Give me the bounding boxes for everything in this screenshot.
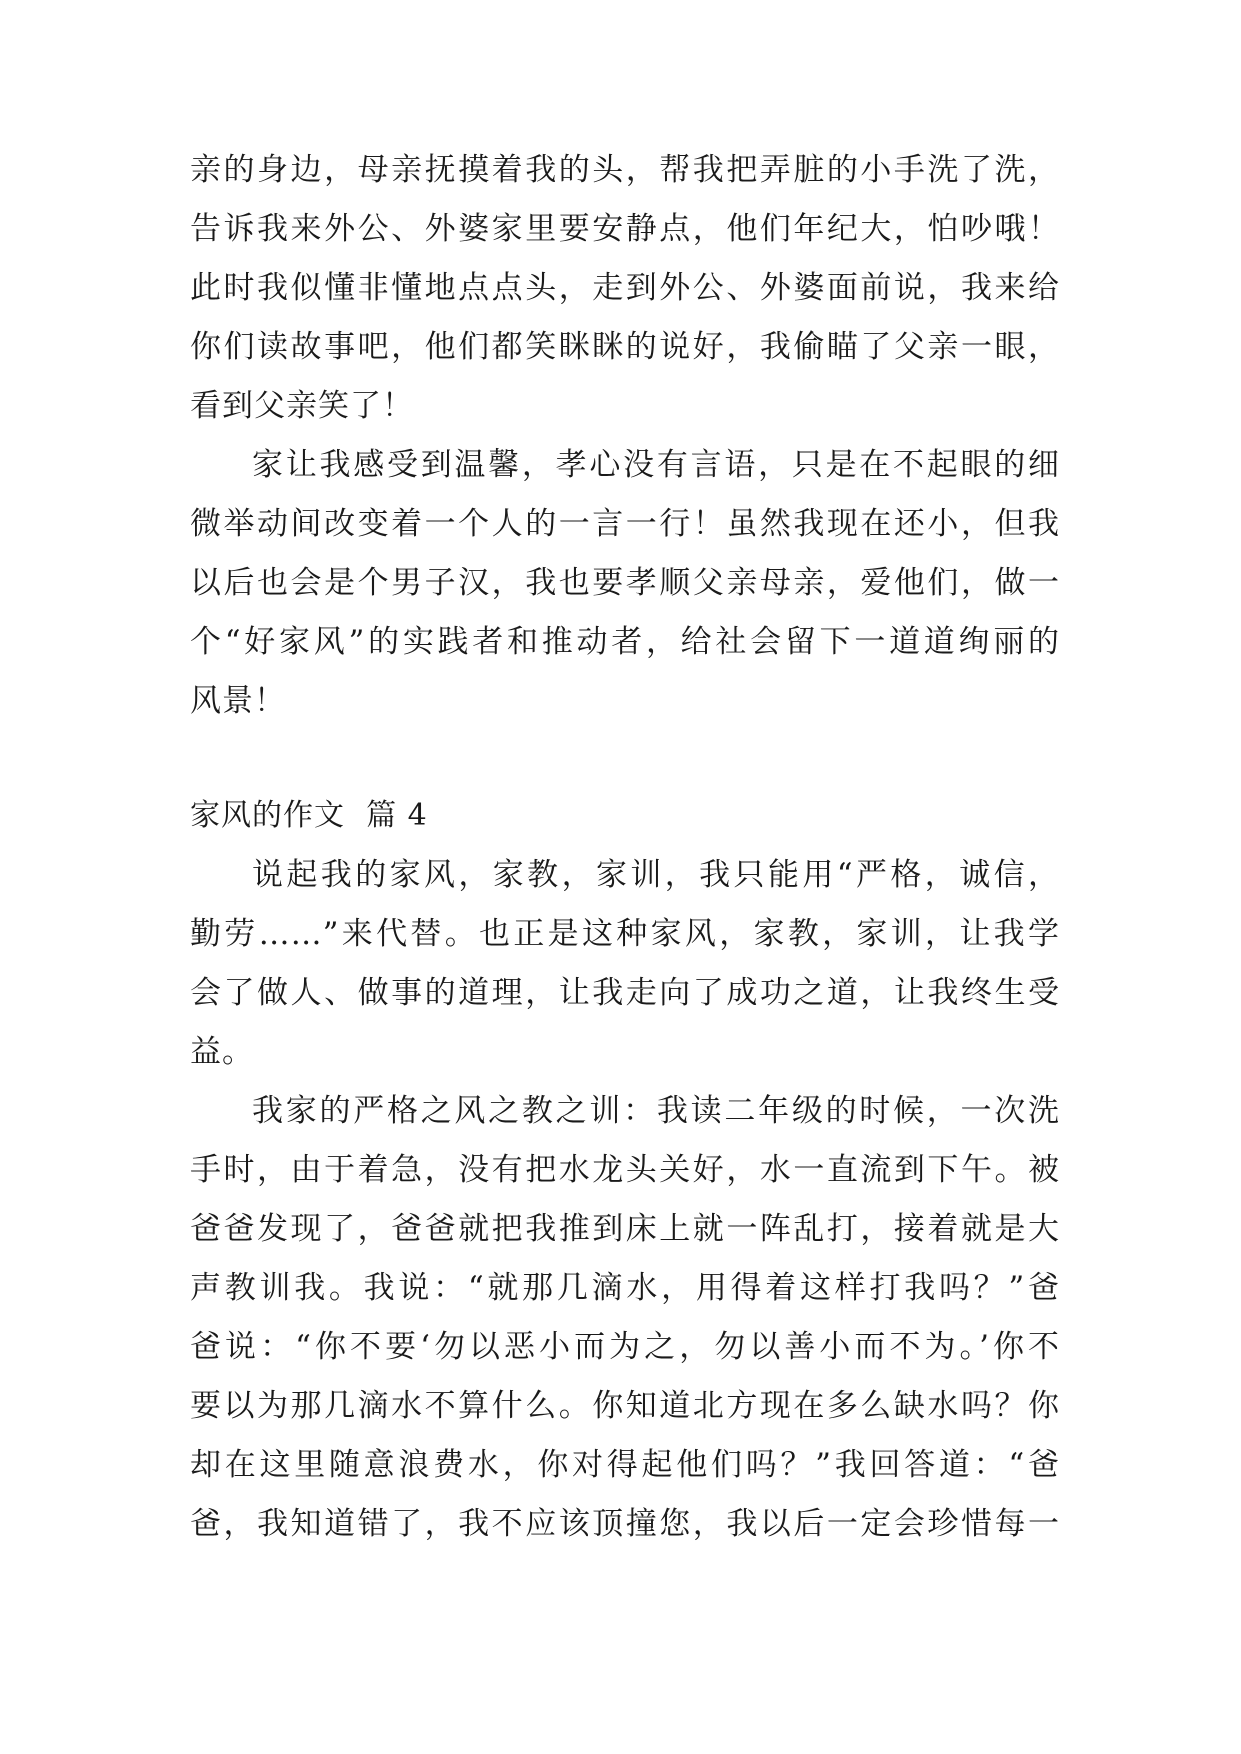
paragraph-line: 要以为那几滴水不算什么。你知道北方现在多么缺水吗？你 xyxy=(190,1388,1060,1424)
paragraph-line: 益。 xyxy=(190,1034,254,1070)
section-heading: 家风的作文 篇 4 xyxy=(190,798,428,833)
paragraph-first-line: 说起我的家风，家教，家训，我只能用“严格，诚信， xyxy=(252,857,1060,893)
paragraph-line: 亲的身边，母亲抚摸着我的头，帮我把弄脏的小手洗了洗， xyxy=(190,152,1060,188)
paragraph-line: 微举动间改变着一个人的一言一行！虽然我现在还小，但我 xyxy=(190,506,1060,542)
paragraph-line: 勤劳……”来代替。也正是这种家风，家教，家训，让我学 xyxy=(190,916,1060,952)
paragraph-line: 会了做人、做事的道理，让我走向了成功之道，让我终生受 xyxy=(190,975,1060,1011)
paragraph-line: 手时，由于着急，没有把水龙头关好，水一直流到下午。被 xyxy=(190,1152,1060,1188)
paragraph-first-line: 家让我感受到温馨，孝心没有言语，只是在不起眼的细 xyxy=(252,447,1060,483)
paragraph-line: 爸说：“你不要‘勿以恶小而为之，勿以善小而不为。’你不 xyxy=(190,1329,1060,1365)
paragraph-line: 爸爸发现了，爸爸就把我推到床上就一阵乱打，接着就是大 xyxy=(190,1211,1060,1247)
paragraph-line: 以后也会是个男子汉，我也要孝顺父亲母亲，爱他们，做一 xyxy=(190,565,1060,601)
paragraph-line: 却在这里随意浪费水，你对得起他们吗？”我回答道：“爸 xyxy=(190,1447,1060,1483)
paragraph-line: 个“好家风”的实践者和推动者，给社会留下一道道绚丽的 xyxy=(190,624,1060,660)
paragraph-line: 爸，我知道错了，我不应该顶撞您，我以后一定会珍惜每一 xyxy=(190,1506,1060,1542)
paragraph-first-line: 我家的严格之风之教之训：我读二年级的时候，一次洗 xyxy=(252,1093,1060,1129)
paragraph-line: 告诉我来外公、外婆家里要安静点，他们年纪大，怕吵哦！ xyxy=(190,211,1060,247)
paragraph-line: 看到父亲笑了！ xyxy=(190,388,414,424)
paragraph-line: 声教训我。我说：“就那几滴水，用得着这样打我吗？”爸 xyxy=(190,1270,1060,1306)
paragraph-line: 风景！ xyxy=(190,683,286,719)
paragraph-line: 此时我似懂非懂地点点头，走到外公、外婆面前说，我来给 xyxy=(190,270,1060,306)
paragraph-line: 你们读故事吧，他们都笑眯眯的说好，我偷瞄了父亲一眼， xyxy=(190,329,1060,365)
